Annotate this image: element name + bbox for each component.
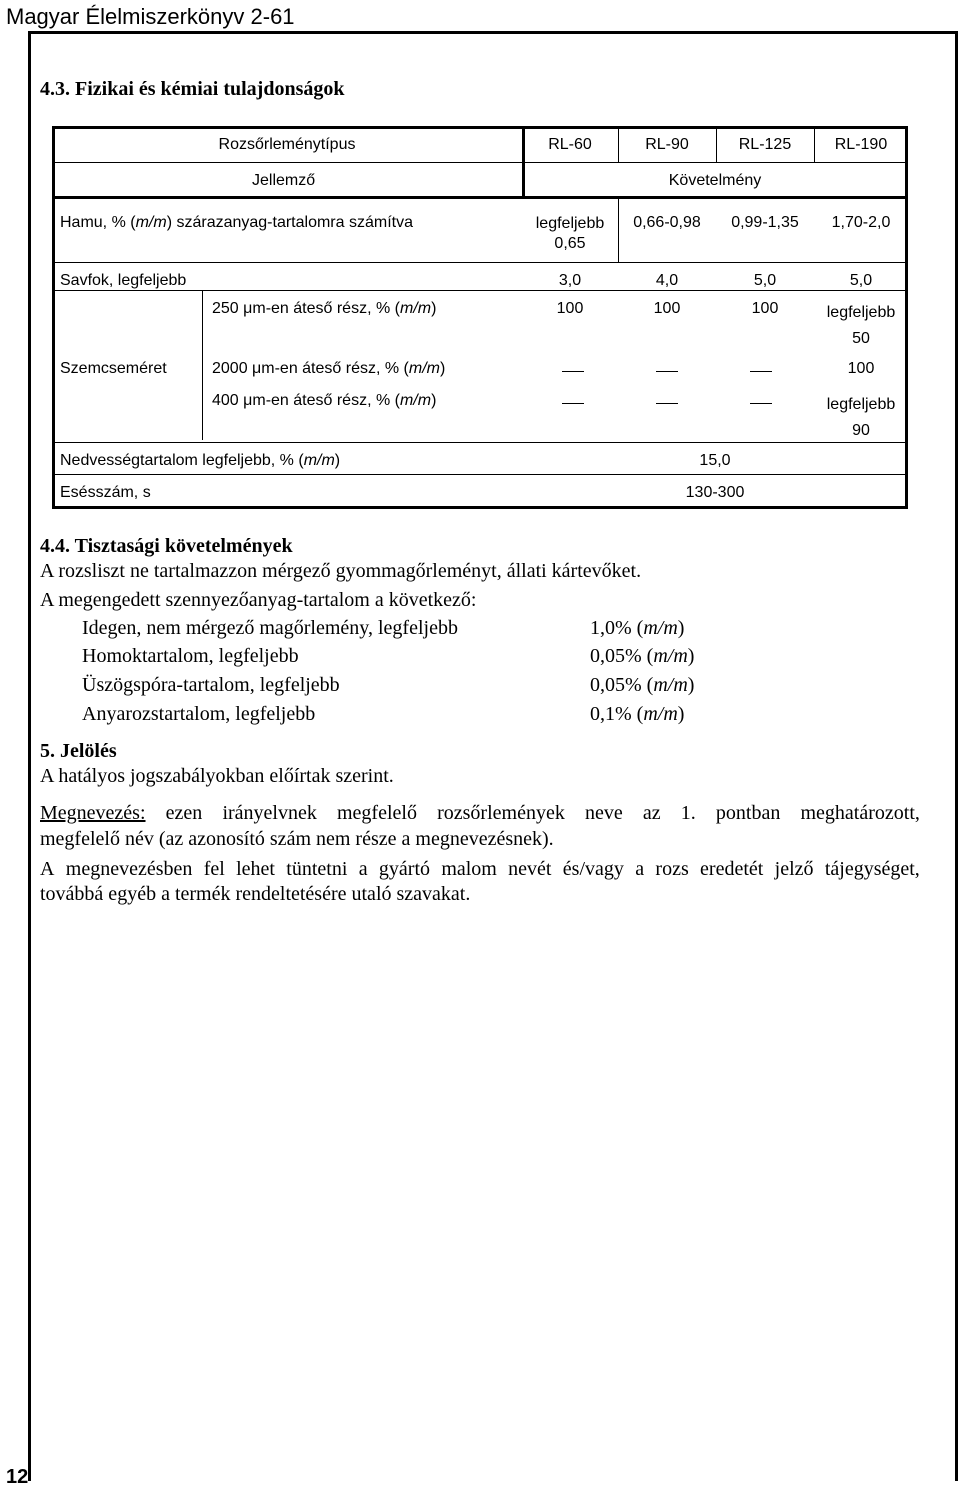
- row-2000-v3-dash: [750, 371, 772, 372]
- type-rl60: RL-60: [548, 136, 592, 153]
- megnevezesben-paragraph-line1: A megnevezésben fel lehet tüntetni a gyártó malom nevét és/vagy a rozs eredetét jelző tájegységet,: [40, 858, 920, 880]
- megnevezes-paragraph-line1: Megnevezés: ezen irányelvnek megfelelő rozsőrlemények neve az 1. pontban meghatározott,: [40, 802, 920, 824]
- row-250-label: 250 μm-en áteső rész, % (m/m): [212, 300, 437, 317]
- requirement-header: Követelmény: [668, 172, 762, 189]
- row-250-v4: legfeljebb 50: [826, 304, 896, 347]
- row-2000-v1-dash: [562, 371, 584, 372]
- row-nedv-value: 15,0: [699, 452, 731, 469]
- section-5-heading: 5. Jelölés: [40, 740, 117, 762]
- list-item-value: 0,1% (m/m): [590, 703, 685, 725]
- row-savfok-v3: 5,0: [753, 272, 777, 289]
- row-250-v2: 100: [653, 300, 681, 317]
- row-400-label: 400 μm-en áteső rész, % (m/m): [212, 392, 437, 409]
- megnevezes-label: Megnevezés:: [40, 802, 146, 824]
- row-250-v1: 100: [556, 300, 584, 317]
- row-savfok-v1: 3,0: [558, 272, 582, 289]
- table-type-header: Rozsőrleménytípus: [218, 136, 356, 153]
- row-eses-value: 130-300: [685, 484, 745, 501]
- list-item: Anyarozstartalom, legfeljebb: [82, 703, 316, 725]
- row-hamu-v2: 0,66-0,98: [633, 214, 701, 231]
- row-2000-v2-dash: [656, 371, 678, 372]
- section-4-4-heading: 4.4. Tisztasági követelmények: [40, 535, 293, 557]
- type-rl190: RL-190: [834, 136, 888, 153]
- row-eses-label: Esésszám, s: [60, 484, 151, 501]
- type-rl125: RL-125: [738, 136, 792, 153]
- row-hamu-v3: 0,99-1,35: [731, 214, 799, 231]
- section-4-4-line1: A rozsliszt ne tartalmazzon mérgező gyommagőrleményt, állati kártevőket.: [40, 560, 642, 582]
- row-400-v4: legfeljebb 90: [826, 396, 896, 439]
- type-rl90: RL-90: [645, 136, 689, 153]
- row-2000-label: 2000 μm-en áteső rész, % (m/m): [212, 360, 446, 377]
- row-250-v3: 100: [751, 300, 779, 317]
- page-header-title: Magyar Élelmiszerkönyv 2-61: [6, 4, 295, 29]
- row-savfok-label: Savfok, legfeljebb: [60, 272, 187, 289]
- properties-table: [52, 126, 908, 508]
- row-savfok-v2: 4,0: [655, 272, 679, 289]
- section-5-line1: A hatályos jogszabályokban előírtak szerint.: [40, 765, 394, 787]
- row-hamu-v4: 1,70-2,0: [831, 214, 891, 231]
- row-2000-v4: 100: [847, 360, 875, 377]
- list-item: Homoktartalom, legfeljebb: [82, 645, 299, 667]
- list-item-value: 0,05% (m/m): [590, 645, 695, 667]
- section-4-4-line2: A megengedett szennyezőanyag-tartalom a következő:: [40, 589, 477, 611]
- row-savfok-v4: 5,0: [849, 272, 873, 289]
- list-item-value: 0,05% (m/m): [590, 674, 695, 696]
- feature-header: Jellemző: [252, 172, 316, 189]
- page-number: 12: [6, 1466, 29, 1488]
- list-item: Üszögspóra-tartalom, legfeljebb: [82, 674, 340, 696]
- section-4-3-heading: 4.3. Fizikai és kémiai tulajdonságok: [40, 78, 345, 100]
- row-400-v3-dash: [750, 403, 772, 404]
- list-item-value: 1,0% (m/m): [590, 617, 685, 639]
- row-400-v2-dash: [656, 403, 678, 404]
- row-szemcse-label: Szemcseméret: [60, 360, 167, 377]
- row-400-v1-dash: [562, 403, 584, 404]
- row-hamu-v1: legfeljebb 0,65: [535, 215, 605, 252]
- row-hamu-label: Hamu, % (m/m) szárazanyag-tartalomra számítva: [60, 214, 413, 231]
- row-nedv-label: Nedvességtartalom legfeljebb, % (m/m): [60, 452, 341, 469]
- list-item: Idegen, nem mérgező magőrlemény, legfeljebb: [82, 617, 458, 639]
- megnevezesben-paragraph-line2: továbbá egyéb a termék rendeltetésére utaló szavakat.: [40, 883, 471, 905]
- megnevezes-paragraph-line2: megfelelő név (az azonosító szám nem része a megnevezésnek).: [40, 828, 554, 850]
